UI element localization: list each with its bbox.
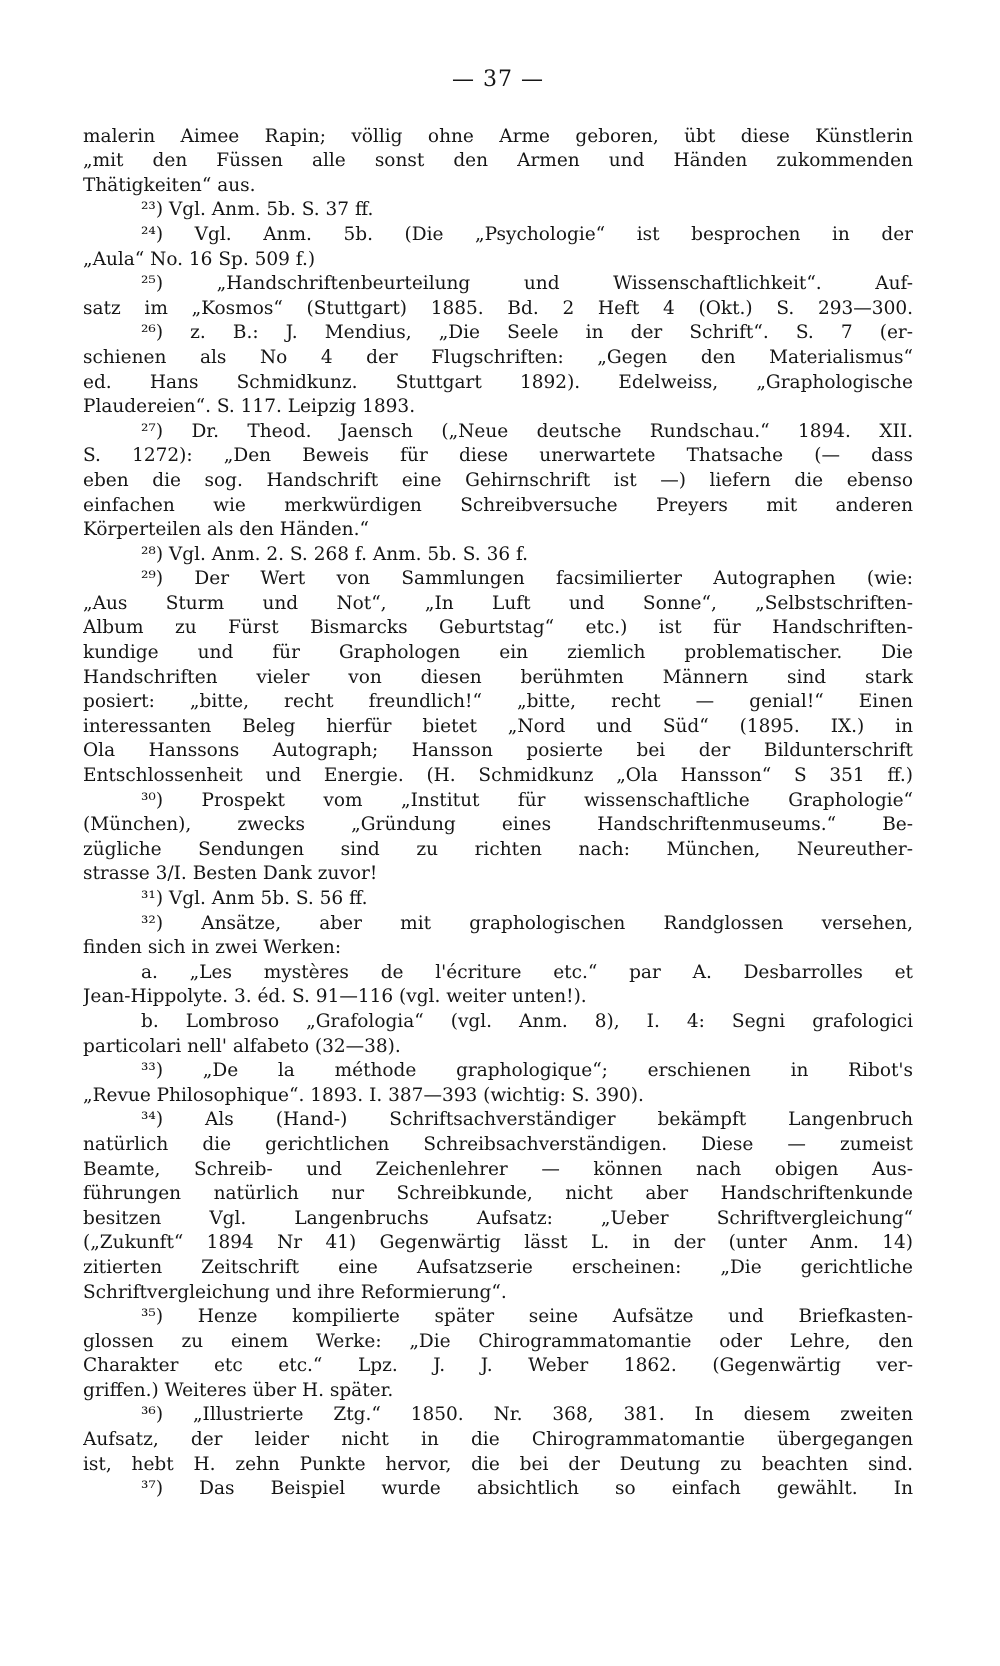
text-line: Ola Hanssons Autograph; Hansson posierte bei der Bildunterschrift	[83, 740, 913, 762]
text-line: ist, hebt H. zehn Punkte hervor, die bei der Deutung zu beachten sind.	[83, 1453, 913, 1475]
text-line: einfachen wie merkwürdigen Schreibversuche Preyers mit anderen	[83, 494, 913, 516]
text-line: particolari nell' alfabeto (32—38).	[83, 1035, 401, 1057]
text-line: ³¹) Vgl. Anm 5b. S. 56 ff.	[141, 888, 368, 909]
text-line: ²⁶) z. B.: J. Mendius, „Die Seele in der Schrift“. S. 7 (er-	[141, 322, 913, 344]
text-line: Schriftvergleichung und ihre Reformierung“.	[83, 1281, 507, 1303]
text-line: Körperteilen als den Händen.“	[83, 519, 369, 541]
text-line: ²⁸) Vgl. Anm. 2. S. 268 f. Anm. 5b. S. 36 f.	[141, 543, 529, 565]
footnotes-body	[83, 125, 913, 1502]
text-line: eben die sog. Handschrift eine Gehirnschrift ist —) liefern die ebenso	[83, 469, 913, 491]
text-line: strasse 3/I. Besten Dank zuvor!	[83, 863, 378, 885]
text-line: Plaudereien“. S. 117. Leipzig 1893.	[83, 396, 416, 418]
text-line: ³⁰) Prospekt vom „Institut für wissenschaftliche Graphologie“	[141, 789, 913, 811]
page-number: — 37 —	[452, 67, 544, 92]
text-line: „mit den Füssen alle sonst den Armen und Händen zukommenden	[83, 150, 913, 172]
text-line: Beamte, Schreib- und Zeichenlehrer — können nach obigen Aus-	[83, 1158, 913, 1180]
text-line: posiert: „bitte, recht freundlich!“ „bitte, recht — genial!“ Einen	[83, 691, 913, 713]
text-line: ³⁴) Als (Hand-) Schriftsachverständiger bekämpft Langenbruch	[141, 1109, 913, 1131]
text-line: satz im „Kosmos“ (Stuttgart) 1885. Bd. 2 Heft 4 (Okt.) S. 293—300.	[83, 297, 913, 319]
text-line: interessanten Beleg hierfür bietet „Nord und Süd“ (1895. IX.) in	[83, 715, 913, 737]
text-line: Aufsatz, der leider nicht in die Chirogrammatomantie übergegangen	[83, 1429, 913, 1451]
text-line: zitierten Zeitschrift eine Aufsatzserie erscheinen: „Die gerichtliche	[83, 1256, 913, 1278]
text-line: Handschriften vieler von diesen berühmten Männern sind stark	[83, 666, 913, 688]
text-line: ²⁴) Vgl. Anm. 5b. (Die „Psychologie“ ist besprochen in der	[141, 223, 913, 245]
text-line: S. 1272): „Den Beweis für diese unerwartete Thatsache (— dass	[83, 445, 913, 467]
text-line: zügliche Sendungen sind zu richten nach: München, Neureuther-	[83, 838, 913, 860]
text-line: natürlich die gerichtlichen Schreibsachverständigen. Diese — zumeist	[83, 1133, 913, 1155]
text-line: a. „Les mystères de l'écriture etc.“ par A. Desbarrolles et	[141, 961, 913, 983]
text-line: ³²) Ansätze, aber mit graphologischen Randglossen versehen,	[141, 912, 913, 934]
text-line: („Zukunft“ 1894 Nr 41) Gegenwärtig lässt L. in der (unter Anm. 14)	[83, 1232, 913, 1254]
text-line: ³⁵) Henze kompilierte später seine Aufsätze und Briefkasten-	[141, 1306, 913, 1328]
text-line: schienen als No 4 der Flugschriften: „Gegen den Materialismus“	[83, 346, 913, 368]
text-line: Charakter etc etc.“ Lpz. J. J. Weber 1862. (Gegenwärtig ver-	[83, 1355, 913, 1377]
text-line: „Aus Sturm und Not“, „In Luft und Sonne“, „Selbstschriften-	[83, 592, 913, 614]
text-line: besitzen Vgl. Langenbruchs Aufsatz: „Ueber Schriftvergleichung“	[83, 1207, 913, 1229]
text-line: ³⁶) „Illustrierte Ztg.“ 1850. Nr. 368, 381. In diesem zweiten	[141, 1404, 913, 1426]
text-line: ²³) Vgl. Anm. 5b. S. 37 ff.	[141, 199, 374, 221]
text-line: Entschlossenheit und Energie. (H. Schmidkunz „Ola Hansson“ S 351 ff.)	[83, 765, 913, 787]
text-line: Thätigkeiten“ aus.	[83, 174, 256, 196]
text-line: führungen natürlich nur Schreibkunde, nicht aber Handschriftenkunde	[83, 1183, 913, 1205]
text-line: b. Lombroso „Grafologia“ (vgl. Anm. 8), I. 4: Segni grafologici	[141, 1010, 913, 1032]
text-line: ³³) „De la méthode graphologique“; erschienen in Ribot's	[141, 1060, 913, 1082]
text-line: Jean-Hippolyte. 3. éd. S. 91—116 (vgl. weiter unten!).	[83, 986, 587, 1008]
text-line: ²⁷) Dr. Theod. Jaensch („Neue deutsche Rundschau.“ 1894. XII.	[141, 420, 913, 442]
text-line: ²⁹) Der Wert von Sammlungen facsimilierter Autographen (wie:	[141, 568, 913, 590]
text-line: malerin Aimee Rapin; völlig ohne Arme geboren, übt diese Künstlerin	[83, 125, 913, 147]
text-line: „Revue Philosophique“. 1893. I. 387—393 (wichtig: S. 390).	[83, 1084, 644, 1106]
text-line: „Aula“ No. 16 Sp. 509 f.)	[83, 248, 316, 270]
text-line: ²⁵) „Handschriftenbeurteilung und Wissenschaftlichkeit“. Auf-	[141, 273, 913, 295]
text-line: ³⁷) Das Beispiel wurde absichtlich so einfach gewählt. In	[141, 1478, 913, 1500]
text-line: glossen zu einem Werke: „Die Chirogrammatomantie oder Lehre, den	[83, 1330, 913, 1352]
text-line: Album zu Fürst Bismarcks Geburtstag“ etc.) ist für Handschriften-	[83, 617, 913, 639]
text-line: (München), zwecks „Gründung eines Handschriftenmuseums.“ Be-	[83, 814, 913, 836]
document-page	[83, 68, 913, 1502]
text-line: griffen.) Weiteres über H. später.	[83, 1379, 394, 1401]
text-line: kundige und für Graphologen ein ziemlich problematischer. Die	[83, 642, 913, 664]
text-line: ed. Hans Schmidkunz. Stuttgart 1892). Edelweiss, „Graphologische	[83, 371, 913, 393]
text-line: finden sich in zwei Werken:	[83, 937, 342, 959]
